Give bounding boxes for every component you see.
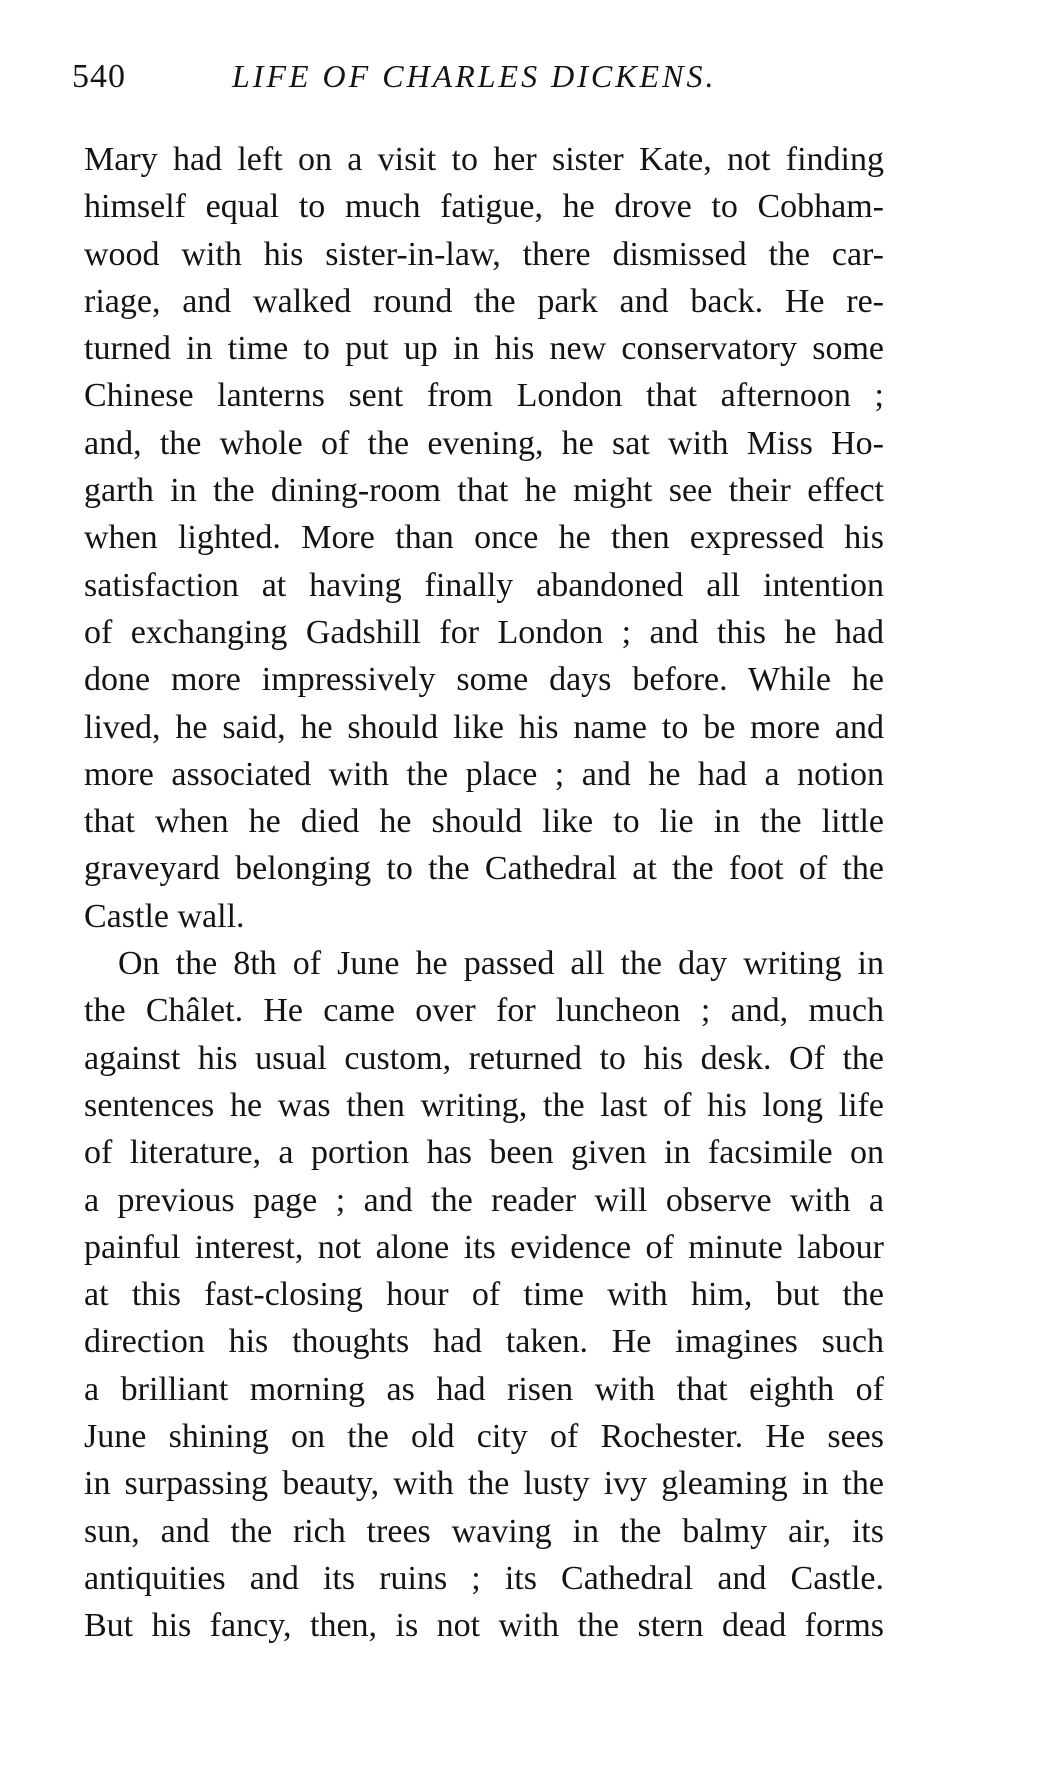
text-line: and, the whole of the evening, he sat with Miss Ho- xyxy=(84,424,884,462)
text-line: when lighted. More than once he then expressed his xyxy=(84,519,884,557)
text-line: himself equal to much fatigue, he drove to Cobham- xyxy=(84,188,884,226)
text-line: satisfaction at having finally abandoned all intention xyxy=(84,566,884,604)
text-line: done more impressively some days before. While he xyxy=(84,661,884,699)
text-line: more associated with the place ; and he had a notion xyxy=(84,755,884,793)
text-line: direction his thoughts had taken. He imagines such xyxy=(84,1323,884,1361)
page-header xyxy=(72,58,832,102)
text-line: of exchanging Gadshill for London ; and this he had xyxy=(84,613,884,651)
text-line: Castle wall. xyxy=(84,897,245,935)
text-line: graveyard belonging to the Cathedral at the foot of the xyxy=(84,850,884,888)
text-line: sentences he was then writing, the last of his long life xyxy=(84,1086,884,1124)
text-line: June shining on the old city of Rochester. He sees xyxy=(84,1418,884,1456)
text-line: against his usual custom, returned to his desk. Of the xyxy=(84,1039,884,1077)
text-line: a previous page ; and the reader will observe with a xyxy=(84,1181,884,1219)
text-line: lived, he said, he should like his name to be more and xyxy=(84,708,884,746)
text-line: at this fast-closing hour of time with him, but the xyxy=(84,1276,884,1314)
text-line: But his fancy, then, is not with the stern dead forms xyxy=(84,1607,884,1645)
text-line: of literature, a portion has been given in facsimile on xyxy=(84,1134,884,1172)
body-text xyxy=(84,136,884,1650)
text-line: antiquities and its ruins ; its Cathedral and Castle. xyxy=(84,1559,884,1597)
text-line: painful interest, not alone its evidence of minute labour xyxy=(84,1228,884,1266)
text-line: in surpassing beauty, with the lusty ivy gleaming in the xyxy=(84,1465,884,1503)
text-line: Chinese lanterns sent from London that afternoon ; xyxy=(84,377,884,415)
text-line: a brilliant morning as had risen with that eighth of xyxy=(84,1370,884,1408)
text-line: garth in the dining-room that he might see their effect xyxy=(84,472,884,510)
text-line: that when he died he should like to lie in the little xyxy=(84,803,884,841)
text-line: riage, and walked round the park and back. He re- xyxy=(84,282,884,320)
text-line: On the 8th of June he passed all the day writing in xyxy=(118,945,884,983)
text-line: turned in time to put up in his new conservatory some xyxy=(84,330,884,368)
text-line: wood with his sister-in-law, there dismissed the car- xyxy=(84,235,884,273)
running-title: LIFE OF CHARLES DICKENS. xyxy=(232,58,717,94)
page-number: 540 xyxy=(72,58,126,95)
text-line: the Châlet. He came over for luncheon ; and, much xyxy=(84,992,884,1030)
text-line: sun, and the rich trees waving in the balmy air, its xyxy=(84,1512,884,1550)
text-line: Mary had left on a visit to her sister Kate, not finding xyxy=(84,141,884,178)
